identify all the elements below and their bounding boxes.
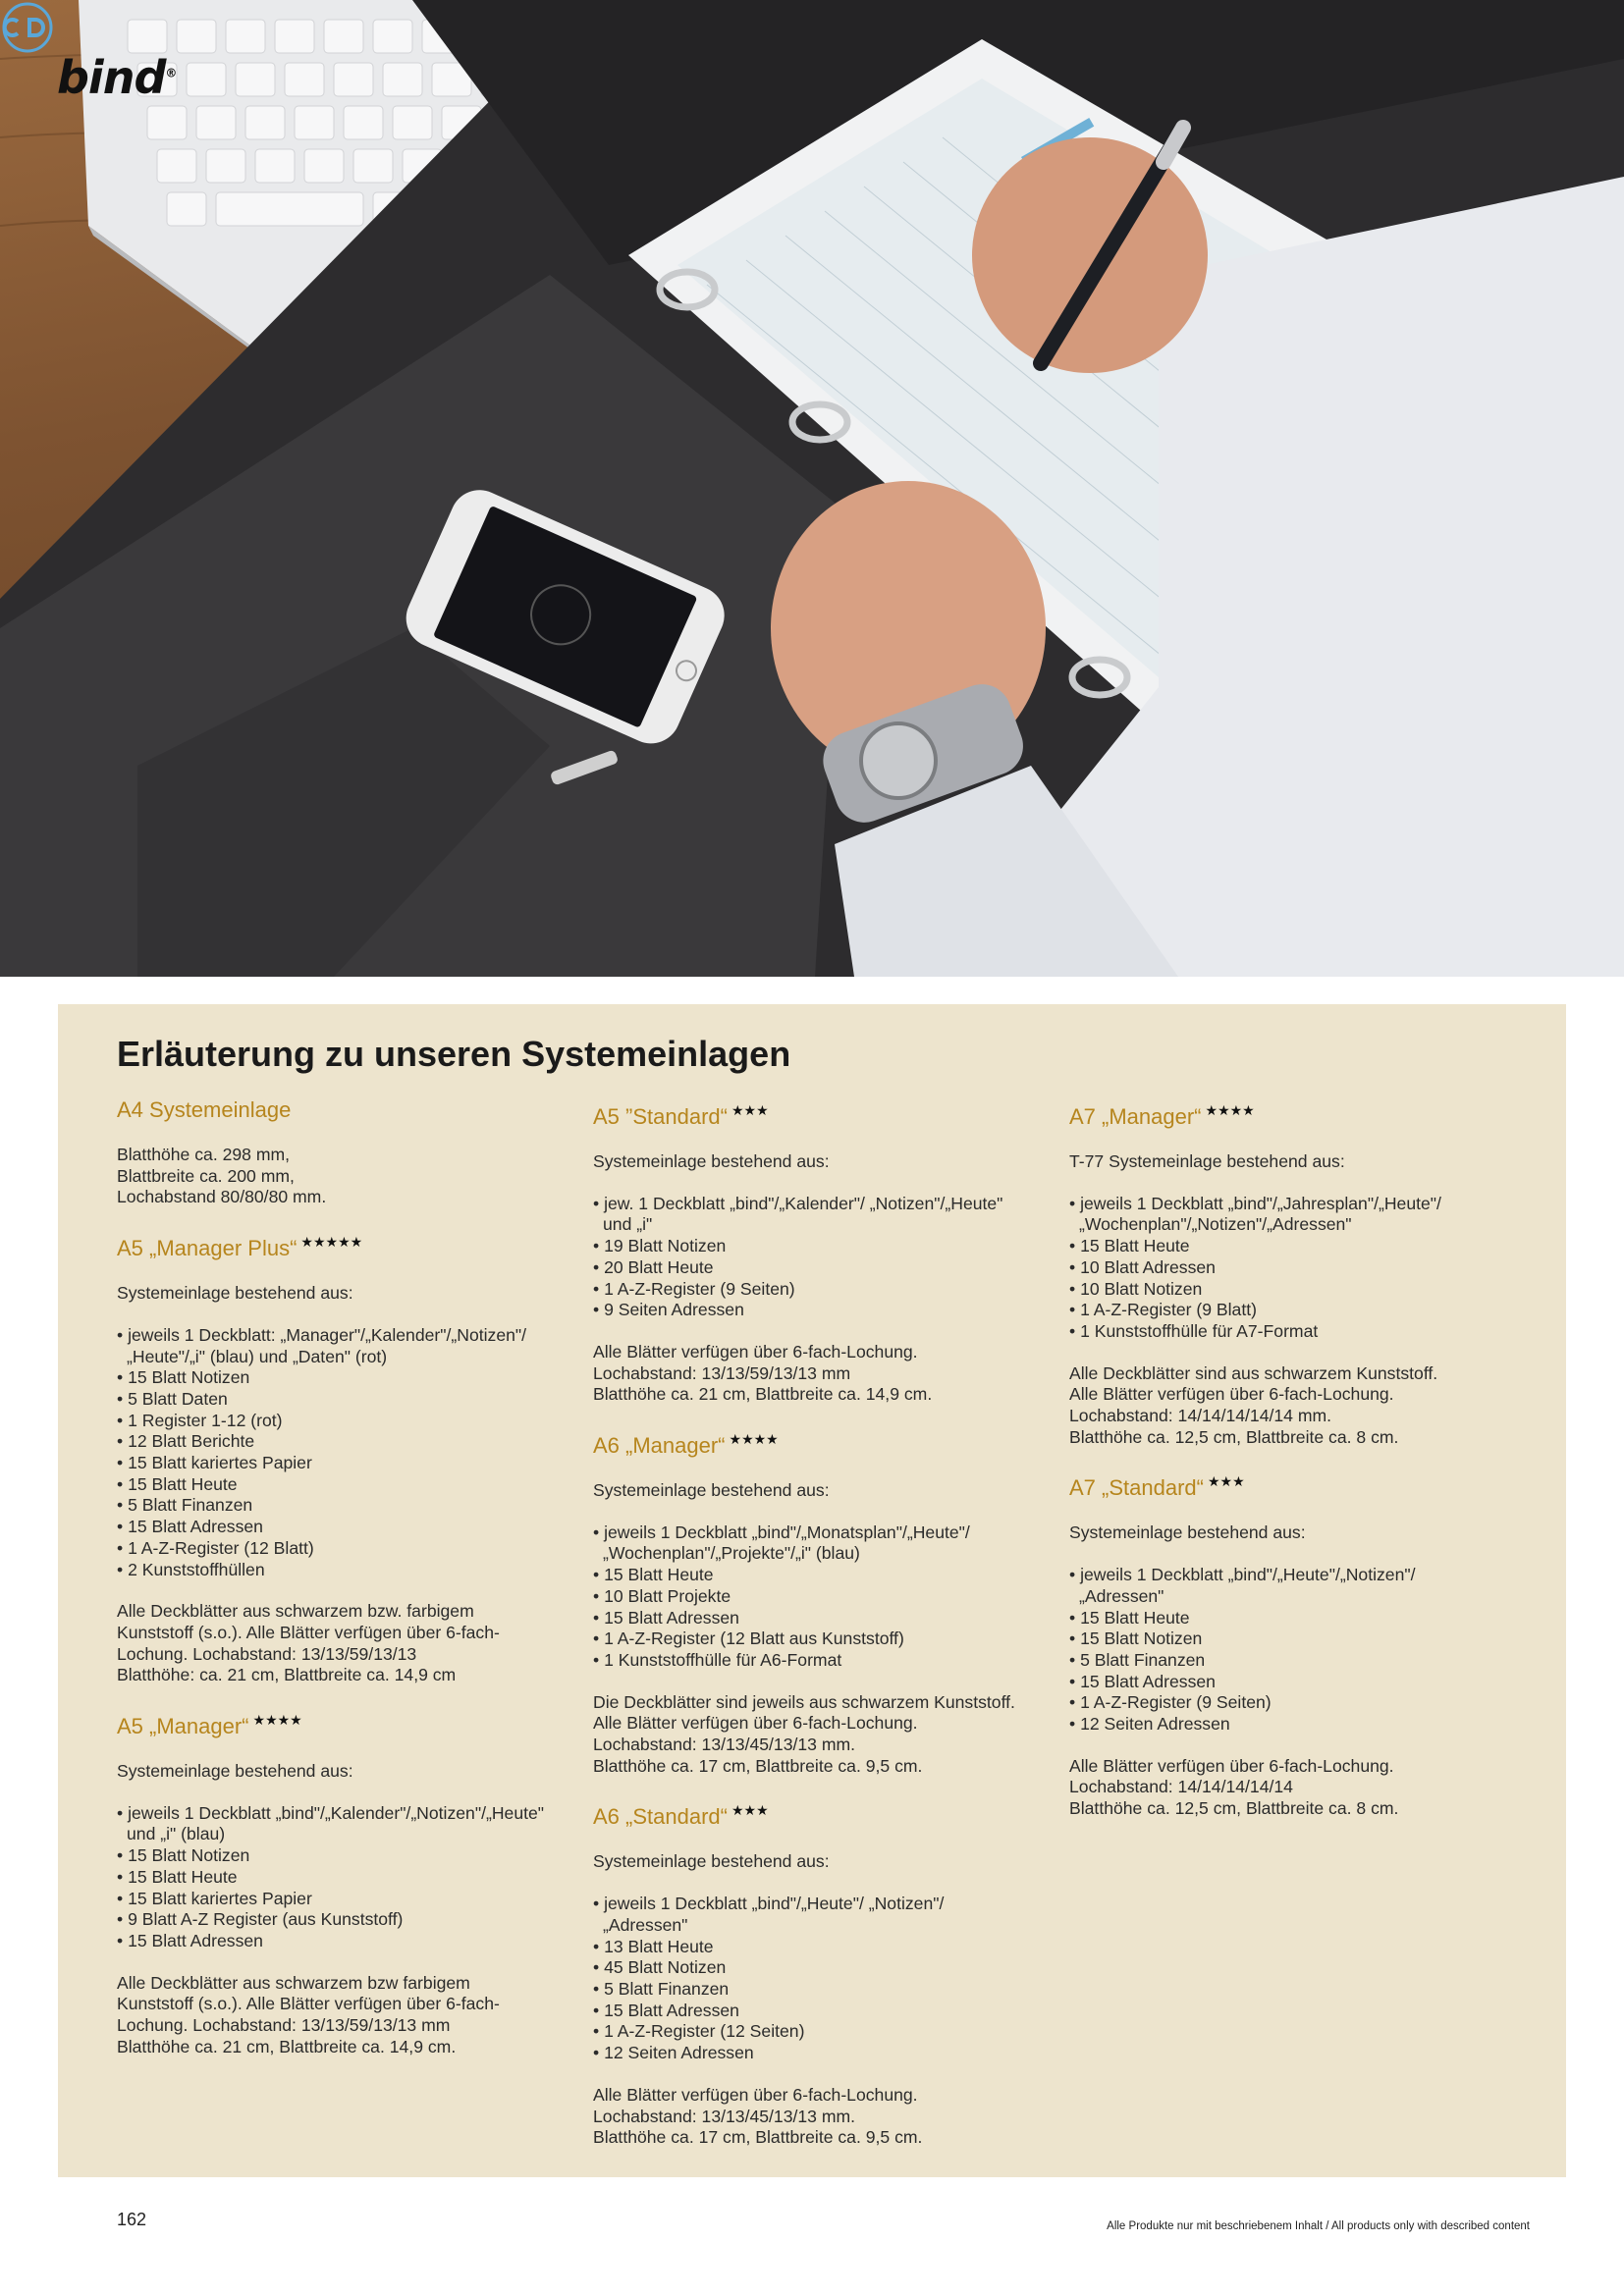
column-2 (593, 1097, 1025, 2169)
section-intro: Systemeinlage bestehend aus: (117, 1761, 353, 1782)
rating-stars-icon: ★★★★ (1205, 1102, 1255, 1118)
section-a6-manager (593, 1426, 1025, 1777)
footer-disclaimer: Alle Produkte nur mit beschriebenem Inhalt / All products only with described content (1107, 2220, 1530, 2232)
list-item: • 1 A-Z-Register (9 Seiten) (593, 1279, 1025, 1301)
list-item: • 12 Seiten Adressen (1069, 1714, 1501, 1735)
section-intro: Systemeinlage bestehend aus: (593, 1480, 830, 1501)
circle-logo-icon (0, 0, 55, 55)
list-item: • 1 Register 1-12 (rot) (117, 1411, 549, 1432)
item-list (117, 1325, 549, 1580)
list-item: • 10 Blatt Notizen (1069, 1279, 1501, 1301)
rating-stars-icon: ★★★ (1207, 1473, 1245, 1490)
section-note: Alle Blätter verfügen über 6-fach-Lochung. Lochabstand: 13/13/45/13/13 mm. Blatthöhe ca. 17 cm, Blattbreite ca. 9,5 cm. (593, 2084, 923, 2148)
list-item: • 15 Blatt Notizen (117, 1367, 549, 1389)
info-panel (58, 1004, 1566, 2177)
section-a5-manager (117, 1707, 549, 2057)
list-item: • 15 Blatt kariertes Papier (117, 1889, 549, 1910)
list-item: • 5 Blatt Finanzen (1069, 1650, 1501, 1672)
list-item: • 9 Blatt A-Z Register (aus Kunststoff) (117, 1909, 549, 1931)
list-item: • jeweils 1 Deckblatt „bind"/„Kalender"/„Notizen"/„Heute" und „i" (blau) (117, 1803, 549, 1845)
section-heading: A4 Systemeinlage (117, 1097, 292, 1122)
list-item: • 15 Blatt kariertes Papier (117, 1453, 549, 1474)
list-item: • 15 Blatt Notizen (117, 1845, 549, 1867)
list-item: • 15 Blatt Adressen (1069, 1672, 1501, 1693)
list-item: • 9 Seiten Adressen (593, 1300, 1025, 1321)
list-item: • 1 A-Z-Register (12 Blatt aus Kunststoff) (593, 1629, 1025, 1650)
section-a5-manager-plus (117, 1229, 549, 1686)
section-a4-systemeinlage (117, 1097, 549, 1208)
section-intro: Systemeinlage bestehend aus: (593, 1151, 830, 1171)
page-number: 162 (117, 2210, 147, 2229)
section-note: Alle Deckblätter sind aus schwarzem Kunststoff. Alle Blätter verfügen über 6-fach-Lochung. Lochabstand: 14/14/14/14/14 mm. Blatthöhe ca. 12,5 cm, Blattbreite ca. 8 cm. (1069, 1362, 1438, 1447)
rating-stars-icon: ★★★ (731, 1102, 769, 1118)
section-intro: T-77 Systemeinlage bestehend aus: (1069, 1151, 1345, 1171)
list-item: • jew. 1 Deckblatt „bind"/„Kalender"/ „Notizen"/„Heute" und „i" (593, 1194, 1025, 1236)
section-note: Alle Deckblätter aus schwarzem bzw farbigem Kunststoff (s.o.). Alle Blätter verfügen über 6-fach- Lochung. Lochabstand: 13/13/59/13/13 mm Blatthöhe ca. 21 cm, Blattbreite ca. 14,9 cm. (117, 1972, 500, 2056)
rating-stars-icon: ★★★★ (729, 1431, 779, 1448)
list-item: • 1 A-Z-Register (12 Blatt) (117, 1538, 549, 1560)
list-item: • 19 Blatt Notizen (593, 1236, 1025, 1257)
list-item: • jeweils 1 Deckblatt „bind"/„Heute"/ „Notizen"/ „Adressen" (593, 1894, 1025, 1936)
section-intro: Systemeinlage bestehend aus: (593, 1851, 830, 1872)
item-list (593, 1522, 1025, 1672)
section-a7-manager (1069, 1097, 1501, 1448)
section-heading: A6 „Manager“ ★★★★ (593, 1431, 779, 1459)
list-item: • jeweils 1 Deckblatt „bind"/„Jahresplan"/„Heute"/ „Wochenplan"/„Notizen"/„Adressen" (1069, 1194, 1501, 1236)
section-note: Die Deckblätter sind jeweils aus schwarzem Kunststoff. Alle Blätter verfügen über 6-fach-Lochung. Lochabstand: 13/13/45/13/13 mm. Blatthöhe ca. 17 cm, Blattbreite ca. 9,5 cm. (593, 1691, 1015, 1776)
list-item: • 1 A-Z-Register (9 Seiten) (1069, 1692, 1501, 1714)
list-item: • 13 Blatt Heute (593, 1937, 1025, 1958)
rating-stars-icon: ★★★★ (252, 1712, 302, 1729)
section-note: Alle Blätter verfügen über 6-fach-Lochung. Lochabstand: 13/13/59/13/13 mm Blatthöhe ca. 21 cm, Blattbreite ca. 14,9 cm. (593, 1341, 933, 1405)
list-item: • 15 Blatt Notizen (1069, 1629, 1501, 1650)
section-heading: A7 „Manager“ ★★★★ (1069, 1102, 1255, 1129)
section-intro: Systemeinlage bestehend aus: (117, 1283, 353, 1304)
list-item: • 1 A-Z-Register (9 Blatt) (1069, 1300, 1501, 1321)
list-item: • 5 Blatt Finanzen (117, 1495, 549, 1517)
section-a7-standard (1069, 1468, 1501, 1819)
list-item: • 15 Blatt Heute (117, 1474, 549, 1496)
item-list (593, 1194, 1025, 1321)
list-item: • jeweils 1 Deckblatt „bind"/„Monatsplan"/„Heute"/ „Wochenplan"/„Projekte"/„i" (blau) (593, 1522, 1025, 1565)
item-list (593, 1894, 1025, 2064)
rating-stars-icon: ★★★★★ (300, 1234, 363, 1251)
section-specs: Blatthöhe ca. 298 mm, Blattbreite ca. 200 mm, Lochabstand 80/80/80 mm. (117, 1145, 327, 1207)
list-item: • 5 Blatt Daten (117, 1389, 549, 1411)
list-item: • 15 Blatt Adressen (593, 2001, 1025, 2022)
list-item: • 15 Blatt Adressen (117, 1517, 549, 1538)
list-item: • 10 Blatt Projekte (593, 1586, 1025, 1608)
panel-title: Erläuterung zu unseren Systemeinlagen (117, 1034, 791, 1074)
section-heading: A7 „Standard“ ★★★ (1069, 1473, 1245, 1501)
list-item: • jeweils 1 Deckblatt: „Manager"/„Kalender"/„Notizen"/ „Heute"/„i" (blau) und „Daten" (rot) (117, 1325, 549, 1367)
hero-illustration (0, 0, 1624, 977)
column-3 (1069, 1097, 1501, 1841)
section-heading: A5 „Manager“ ★★★★ (117, 1712, 302, 1739)
hero-photo (0, 0, 1624, 977)
section-heading: A6 „Standard“ ★★★ (593, 1802, 769, 1830)
list-item: • 1 Kunststoffhülle für A7-Format (1069, 1321, 1501, 1343)
list-item: • 15 Blatt Heute (1069, 1236, 1501, 1257)
list-item: • 15 Blatt Adressen (593, 1608, 1025, 1629)
section-a6-standard (593, 1797, 1025, 2148)
rating-stars-icon: ★★★ (731, 1802, 769, 1819)
section-note: Alle Blätter verfügen über 6-fach-Lochung. Lochabstand: 14/14/14/14/14 Blatthöhe ca. 12,5 cm, Blattbreite ca. 8 cm. (1069, 1755, 1399, 1819)
list-item: • 1 A-Z-Register (12 Seiten) (593, 2021, 1025, 2043)
item-list (1069, 1194, 1501, 1343)
list-item: • 2 Kunststoffhüllen (117, 1560, 549, 1581)
list-item: • 15 Blatt Heute (117, 1867, 549, 1889)
list-item: • 45 Blatt Notizen (593, 1957, 1025, 1979)
section-heading: A5 „Manager Plus“ ★★★★★ (117, 1234, 363, 1261)
list-item: • 10 Blatt Adressen (1069, 1257, 1501, 1279)
item-list (1069, 1565, 1501, 1735)
list-item: • 15 Blatt Heute (1069, 1608, 1501, 1629)
list-item: • 12 Seiten Adressen (593, 2043, 1025, 2064)
list-item: • 20 Blatt Heute (593, 1257, 1025, 1279)
column-1 (117, 1097, 549, 2079)
list-item: • 12 Blatt Berichte (117, 1431, 549, 1453)
list-item: • jeweils 1 Deckblatt „bind"/„Heute"/„Notizen"/ „Adressen" (1069, 1565, 1501, 1607)
list-item: • 15 Blatt Heute (593, 1565, 1025, 1586)
section-heading: A5 ”Standard“ ★★★ (593, 1102, 769, 1129)
section-intro: Systemeinlage bestehend aus: (1069, 1522, 1306, 1543)
list-item: • 5 Blatt Finanzen (593, 1979, 1025, 2001)
list-item: • 15 Blatt Adressen (117, 1931, 549, 1952)
section-note: Alle Deckblätter aus schwarzem bzw. farbigem Kunststoff (s.o.). Alle Blätter verfügen über 6-fach- Lochung. Lochabstand: 13/13/59/13/13 Blatthöhe: ca. 21 cm, Blattbreite ca. 14,9 cm (117, 1601, 500, 1685)
section-a5-standard (593, 1097, 1025, 1406)
item-list (117, 1803, 549, 1952)
list-item: • 1 Kunststoffhülle für A6-Format (593, 1650, 1025, 1672)
bind-logo: bind® (57, 51, 177, 104)
